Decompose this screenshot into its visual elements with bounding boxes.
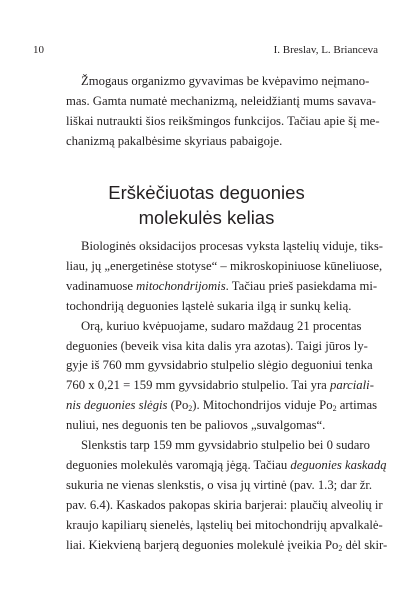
text-line: nuliui, nes deguonis ten be paliovos „suvalgomas“. (66, 418, 326, 433)
running-header (33, 44, 378, 58)
italic-term: mitochondrijomis (136, 278, 226, 293)
text-line: liau, jų „energetinėse stotyse“ – mikroskopiniuose kūneliuose, (66, 258, 383, 273)
running-header-authors: I. Breslav, L. Brianceva (273, 44, 378, 56)
text-line: chanizmą pakalbėsime skyriaus pabaigoje. (66, 133, 283, 148)
italic-term: deguonies kaskadą (290, 457, 387, 472)
text-line: deguonies (beveik visa kita dalis yra azotas). Taigi jūros ly- (66, 338, 368, 353)
text-line: liškai nutraukti šios reikšmingos funkcijos. Tačiau apie šį me- (66, 113, 380, 128)
text-line: Orą, kuriuo kvėpuojame, sudaro maždaug 21 procentas (81, 318, 362, 333)
text-line: Slenkstis tarp 159 mm gyvsidabrio stulpelio bei 0 sudaro (81, 438, 370, 453)
text-line: gyje iš 760 mm gyvsidabrio stulpelio slėgio deguoniui tenka (66, 358, 373, 373)
text-line: Žmogaus organizmo gyvavimas be kvėpavimo neįmano- (81, 74, 370, 88)
section-body (66, 237, 388, 556)
text-line: tochondriją deguonies ląstelė sukaria ilgą ir sunkų kelią. (66, 298, 352, 313)
section-heading (66, 180, 347, 230)
text-line: liai. Kiekvieną barjerą deguonies molekulė įveikia $Po_2$ dėl skir- (66, 537, 388, 553)
section-heading-line-1: Erškėčiuotas deguonies (108, 182, 305, 203)
text-line: sukuria ne vienas slenkstis, o visa jų virtinė (pav. 1.3; dar žr. (66, 477, 373, 492)
text-line: mas. Gamta numatė mechanizmą, neleidžiantį mums savava- (66, 93, 377, 108)
page-number: 10 (33, 44, 44, 56)
text-line: Biologinės oksidacijos procesas vyksta ląstelių viduje, tiks- (81, 239, 383, 253)
intro-paragraph (66, 72, 380, 152)
text-line: kraujo kapiliarų sienelės, ląstelių bei mitochondrijų apvalkalė- (66, 517, 383, 532)
italic-term: nis deguonies slėgis (66, 398, 168, 413)
text-line: pav. 6.4). Kaskados pakopas skiria barjerai: plaučių alveolių ir (66, 497, 383, 512)
text-line: nis deguonies slėgis $(Po_2)$. Mitochondrijos viduje $Po_2$ artimas (66, 398, 378, 414)
text-line: 760 x 0,21 = 159 mm gyvsidabrio stulpelio. Tai yra parciali- (66, 378, 374, 393)
section-heading-line-2: molekulės kelias (138, 207, 275, 228)
text-line: vadinamuose mitochondrijomis. Tačiau prieš pasiekdama mi- (66, 278, 378, 293)
italic-term: parciali- (330, 378, 374, 393)
text-line: deguonies molekulės varomąją jėgą. Tačiau deguonies kaskadą (66, 457, 387, 472)
